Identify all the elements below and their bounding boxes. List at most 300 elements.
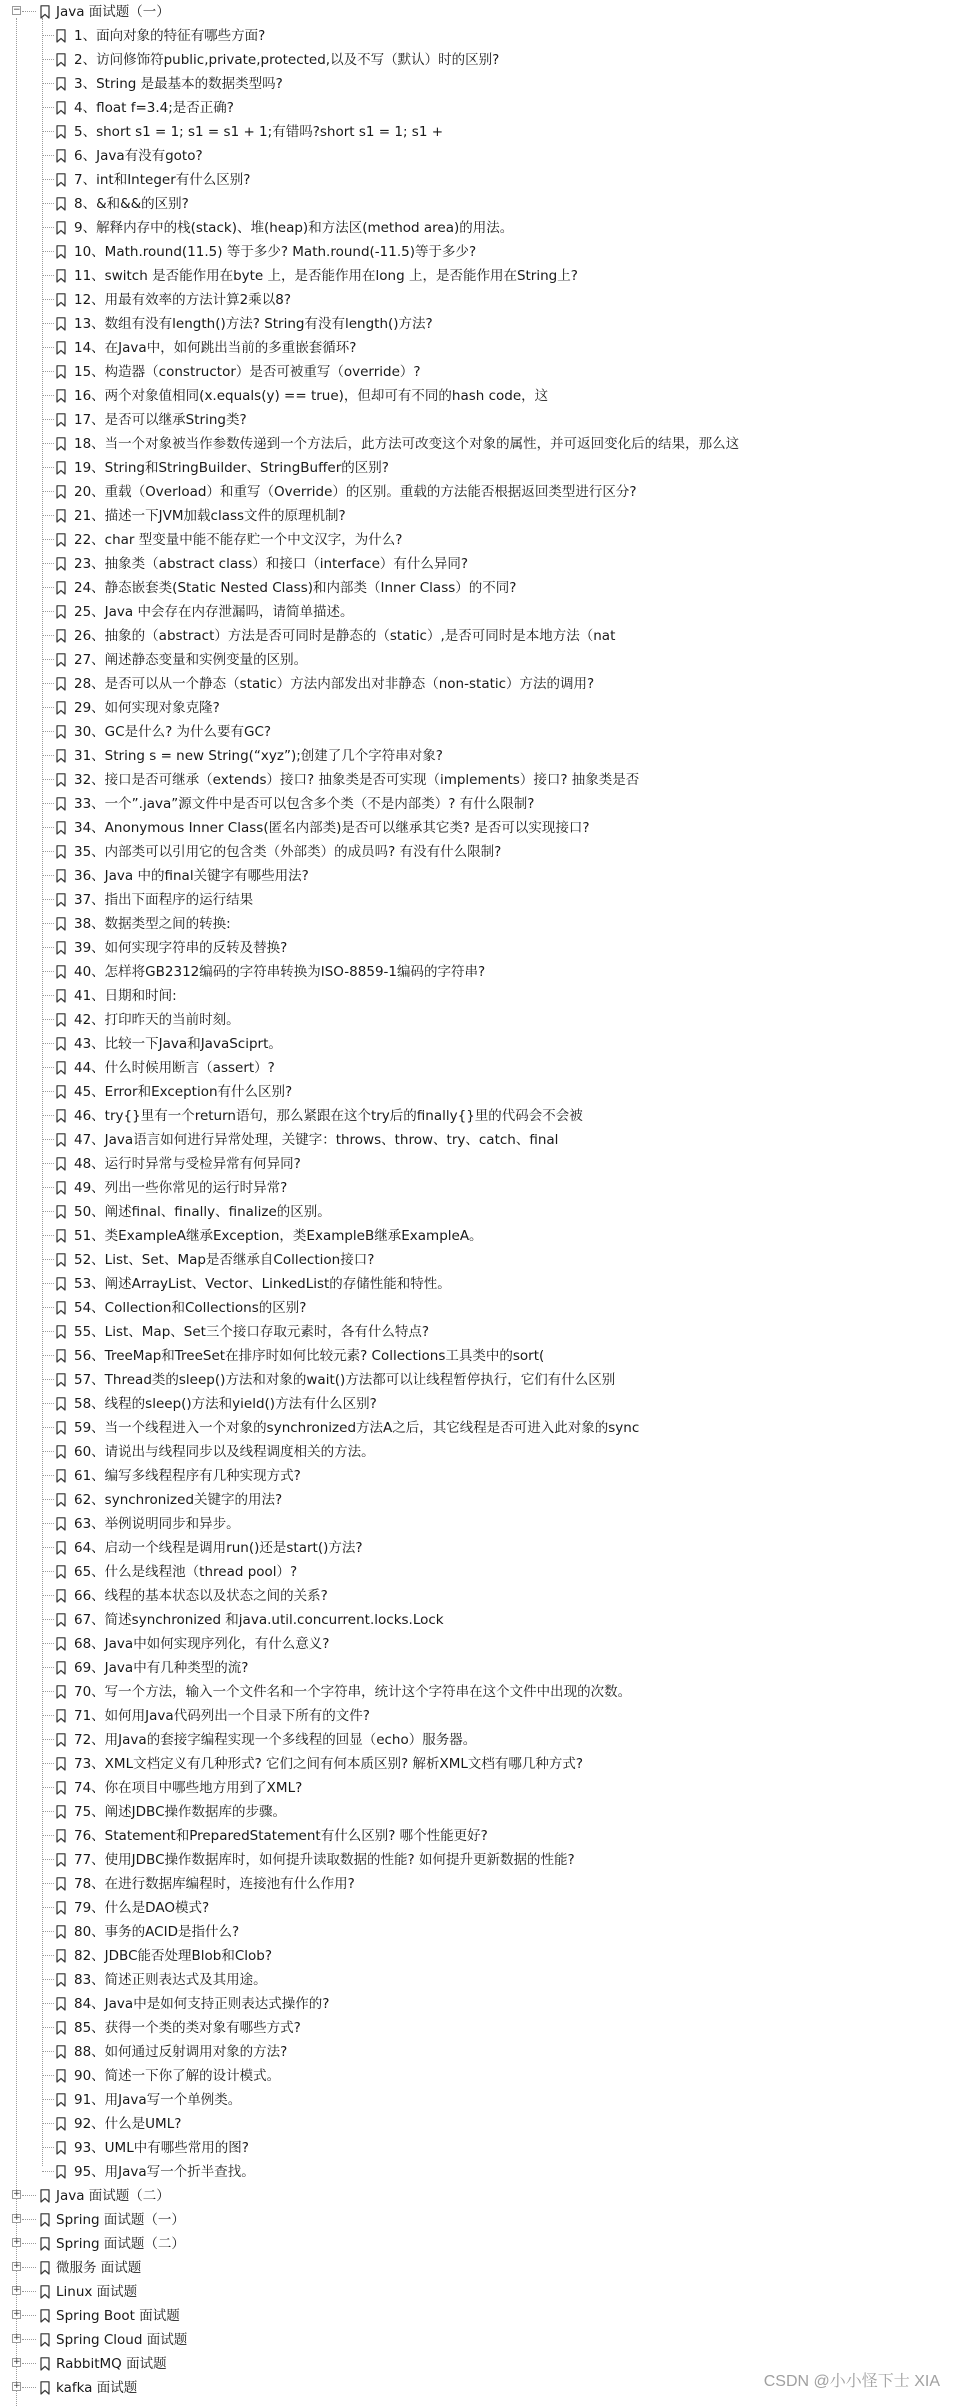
bookmark-label: 66、线程的基本状态以及状态之间的关系? (74, 1588, 328, 1604)
bookmark-label: 63、举例说明同步和异步。 (74, 1516, 240, 1532)
tree-node-child[interactable] (0, 360, 956, 384)
bookmark-icon (56, 53, 66, 67)
tree-connector (42, 1787, 54, 1788)
tree-node-collapsed[interactable] (0, 2280, 956, 2304)
tree-node-child[interactable] (0, 96, 956, 120)
tree-connector (22, 2195, 36, 2196)
tree-node-child[interactable] (0, 576, 956, 600)
bookmark-label: 42、打印昨天的当前时刻。 (74, 1012, 240, 1028)
tree-connector (42, 1379, 54, 1380)
tree-node-child[interactable] (0, 744, 956, 768)
tree-connector (42, 1499, 54, 1500)
bookmark-label: Spring Cloud 面试题 (56, 2332, 188, 2348)
tree-node-child[interactable] (0, 288, 956, 312)
bookmark-icon (56, 845, 66, 859)
bookmark-label: 95、用Java写一个折半查找。 (74, 2164, 255, 2180)
bookmark-label: 21、描述一下JVM加载class文件的原理机制? (74, 508, 346, 524)
bookmark-icon (56, 197, 66, 211)
tree-connector (42, 1547, 54, 1548)
tree-node-child[interactable] (0, 408, 956, 432)
bookmark-label: 微服务 面试题 (56, 2260, 142, 2276)
tree-connector (42, 155, 54, 156)
tree-node-child[interactable] (0, 216, 956, 240)
bookmark-label: 56、TreeMap和TreeSet在排序时如何比较元素? Collections工具类中的sort( (74, 1348, 545, 1364)
expand-toggle[interactable]: + (13, 2285, 21, 2295)
bookmark-icon (56, 1277, 66, 1291)
bookmark-label: 12、用最有效率的方法计算2乘以8? (74, 292, 292, 308)
collapse-toggle[interactable]: − (13, 5, 21, 15)
bookmark-icon (56, 653, 66, 667)
tree-node-child[interactable] (0, 1008, 956, 1032)
bookmark-icon (56, 1013, 66, 1027)
expand-toggle[interactable]: + (13, 2309, 21, 2319)
tree-node-child[interactable] (0, 696, 956, 720)
tree-node-child[interactable] (0, 1656, 956, 1680)
tree-connector (42, 1643, 54, 1644)
tree-node-child[interactable] (0, 168, 956, 192)
bookmark-label: Spring 面试题（一） (56, 2212, 185, 2228)
tree-node-child[interactable] (0, 1608, 956, 1632)
tree-node-child[interactable] (0, 72, 956, 96)
bookmark-icon (56, 173, 66, 187)
tree-node-child[interactable] (0, 2160, 956, 2184)
tree-connector (42, 923, 54, 924)
tree-connector (42, 1211, 54, 1212)
tree-node-child[interactable] (0, 624, 956, 648)
bookmark-label: 3、String 是最基本的数据类型吗? (74, 76, 283, 92)
tree-node-child[interactable] (0, 1104, 956, 1128)
tree-node-child[interactable] (0, 2112, 956, 2136)
bookmark-icon (56, 1541, 66, 1555)
bookmark-label: 18、当一个对象被当作参数传递到一个方法后，此方法可改变这个对象的属性，并可返回变化后的结果，那么这 (74, 436, 740, 452)
tree-node-child[interactable] (0, 816, 956, 840)
tree-node-child[interactable] (0, 1728, 956, 1752)
bookmark-label: 74、你在项目中哪些地方用到了XML? (74, 1780, 303, 1796)
bookmark-label: 77、使用JDBC操作数据库时，如何提升读取数据的性能? 如何提升更新数据的性能? (74, 1852, 575, 1868)
tree-node-child[interactable] (0, 336, 956, 360)
tree-connector (42, 635, 54, 636)
bookmark-icon (56, 1205, 66, 1219)
expand-toggle[interactable]: + (13, 2213, 21, 2223)
bookmark-label: 34、Anonymous Inner Class(匿名内部类)是否可以继承其它类? 是否可以实现接口? (74, 820, 590, 836)
tree-node-child[interactable] (0, 1824, 956, 1848)
tree-node-child[interactable] (0, 1752, 956, 1776)
bookmark-icon (56, 2141, 66, 2155)
tree-node-child[interactable] (0, 1488, 956, 1512)
tree-connector (42, 539, 54, 540)
tree-connector (42, 899, 54, 900)
tree-connector (42, 611, 54, 612)
bookmark-icon (56, 2069, 66, 2083)
tree-node-child[interactable] (0, 2040, 956, 2064)
tree-connector (22, 2339, 36, 2340)
bookmark-icon (56, 989, 66, 1003)
expand-toggle[interactable]: + (13, 2189, 21, 2199)
bookmark-label: 54、Collection和Collections的区别? (74, 1300, 307, 1316)
bookmark-label: 19、String和StringBuilder、StringBuffer的区别? (74, 460, 389, 476)
tree-node-child[interactable] (0, 1416, 956, 1440)
tree-connector (42, 131, 54, 132)
tree-connector (42, 755, 54, 756)
tree-node-child[interactable] (0, 240, 956, 264)
bookmark-icon (56, 2093, 66, 2107)
tree-node-child[interactable] (0, 1584, 956, 1608)
bookmark-label: 5、short s1 = 1; s1 = s1 + 1;有错吗?short s1 = 1; s1 + (74, 124, 444, 140)
tree-connector (42, 1619, 54, 1620)
tree-connector (42, 731, 54, 732)
bookmark-icon (40, 2285, 50, 2299)
tree-connector (42, 659, 54, 660)
tree-node-child[interactable] (0, 1800, 956, 1824)
bookmark-label: 71、如何用Java代码列出一个目录下所有的文件? (74, 1708, 370, 1724)
tree-node-child[interactable] (0, 1992, 956, 2016)
tree-connector (42, 347, 54, 348)
bookmark-label: kafka 面试题 (56, 2380, 138, 2396)
expand-toggle[interactable]: + (13, 2333, 21, 2343)
tree-node-collapsed[interactable] (0, 2304, 956, 2328)
tree-node-child[interactable] (0, 120, 956, 144)
tree-node-child[interactable] (0, 1392, 956, 1416)
tree-connector (42, 1235, 54, 1236)
tree-node-child[interactable] (0, 792, 956, 816)
tree-node-child[interactable] (0, 672, 956, 696)
tree-connector (42, 1739, 54, 1740)
tree-connector (22, 2267, 36, 2268)
bookmark-icon (56, 821, 66, 835)
tree-node-child[interactable] (0, 888, 956, 912)
tree-connector (42, 1811, 54, 1812)
bookmark-icon (56, 1493, 66, 1507)
tree-connector (42, 1067, 54, 1068)
tree-node-child[interactable] (0, 1128, 956, 1152)
tree-node-child[interactable] (0, 24, 956, 48)
tree-node-child[interactable] (0, 1200, 956, 1224)
tree-node-child[interactable] (0, 312, 956, 336)
bookmark-icon (56, 245, 66, 259)
tree-node-child[interactable] (0, 552, 956, 576)
tree-node-child[interactable] (0, 1176, 956, 1200)
tree-node-child[interactable] (0, 504, 956, 528)
tree-connector (42, 179, 54, 180)
bookmark-icon (56, 389, 66, 403)
bookmark-label: 59、当一个线程进入一个对象的synchronized方法A之后，其它线程是否可进入此对象的sync (74, 1420, 640, 1436)
bookmark-icon (56, 1061, 66, 1075)
tree-connector (42, 1403, 54, 1404)
bookmark-icon (56, 1805, 66, 1819)
tree-node-child[interactable] (0, 936, 956, 960)
bookmark-label: 43、比较一下Java和JavaSciprt。 (74, 1036, 282, 1052)
bookmark-icon (56, 1877, 66, 1891)
tree-connector (42, 2099, 54, 2100)
bookmark-label: 65、什么是线程池（thread pool）? (74, 1564, 298, 1580)
tree-node-child[interactable] (0, 768, 956, 792)
tree-connector (22, 2387, 36, 2388)
tree-connector (42, 851, 54, 852)
bookmark-icon (56, 701, 66, 715)
tree-connector (42, 1859, 54, 1860)
tree-connector (42, 1019, 54, 1020)
bookmark-icon (56, 2117, 66, 2131)
bookmark-icon (56, 1565, 66, 1579)
bookmark-label: 29、如何实现对象克隆? (74, 700, 220, 716)
tree-connector (42, 683, 54, 684)
bookmark-icon (40, 2213, 50, 2227)
bookmark-icon (56, 2021, 66, 2035)
bookmark-label: 7、int和Integer有什么区别? (74, 172, 251, 188)
tree-node-child[interactable] (0, 1968, 956, 1992)
tree-node-collapsed[interactable] (0, 2256, 956, 2280)
tree-node-child[interactable] (0, 1944, 956, 1968)
tree-node-child[interactable] (0, 720, 956, 744)
bookmark-label: Java 面试题（二） (56, 2188, 170, 2204)
tree-connector (42, 107, 54, 108)
bookmark-icon (56, 1445, 66, 1459)
tree-node-child[interactable] (0, 2064, 956, 2088)
tree-connector (42, 83, 54, 84)
tree-node-child[interactable] (0, 2016, 956, 2040)
bookmark-icon (56, 1973, 66, 1987)
tree-node-child[interactable] (0, 1632, 956, 1656)
tree-node-child[interactable] (0, 1560, 956, 1584)
tree-connector (42, 1715, 54, 1716)
tree-connector (42, 467, 54, 468)
tree-connector (42, 299, 54, 300)
bookmark-label: 8、&和&&的区别? (74, 196, 189, 212)
bookmark-label: 38、数据类型之间的转换: (74, 916, 231, 932)
bookmark-icon (56, 1469, 66, 1483)
bookmark-label: 67、简述synchronized 和java.util.concurrent.locks.Lock (74, 1612, 444, 1628)
expand-toggle[interactable]: + (13, 2357, 21, 2367)
bookmark-icon (56, 749, 66, 763)
tree-node-child[interactable] (0, 1536, 956, 1560)
tree-node-child[interactable] (0, 48, 956, 72)
bookmark-label: 44、什么时候用断言（assert）? (74, 1060, 275, 1076)
tree-node-child[interactable] (0, 1512, 956, 1536)
tree-connector (42, 251, 54, 252)
bookmark-icon (56, 1997, 66, 2011)
tree-node-child[interactable] (0, 1704, 956, 1728)
bookmark-label: 50、阐述final、finally、finalize的区别。 (74, 1204, 331, 1220)
bookmark-icon (56, 485, 66, 499)
tree-node-child[interactable] (0, 600, 956, 624)
tree-node-child[interactable] (0, 1152, 956, 1176)
tree-node-child[interactable] (0, 1920, 956, 1944)
tree-node-child[interactable] (0, 528, 956, 552)
tree-node-child[interactable] (0, 144, 956, 168)
tree-node-child[interactable] (0, 1320, 956, 1344)
bookmark-label: 11、switch 是否能作用在byte 上，是否能作用在long 上，是否能作用在String上? (74, 268, 578, 284)
bookmark-icon (56, 149, 66, 163)
bookmark-label: 30、GC是什么? 为什么要有GC? (74, 724, 272, 740)
bookmark-label: Linux 面试题 (56, 2284, 138, 2300)
bookmark-label: 13、数组有没有length()方法? String有没有length()方法? (74, 316, 433, 332)
tree-connector (42, 803, 54, 804)
tree-connector (22, 2315, 36, 2316)
tree-connector (42, 2075, 54, 2076)
bookmark-icon (56, 965, 66, 979)
bookmark-label: 31、String s = new String(“xyz”);创建了几个字符串对象? (74, 748, 443, 764)
bookmark-label: 25、Java 中会存在内存泄漏吗，请简单描述。 (74, 604, 354, 620)
tree-connector (42, 227, 54, 228)
bookmark-label: 33、一个”.java”源文件中是否可以包含多个类（不是内部类）? 有什么限制? (74, 796, 535, 812)
bookmark-label: 9、解释内存中的栈(stack)、堆(heap)和方法区(method area)的用法。 (74, 220, 514, 236)
tree-node-child[interactable] (0, 384, 956, 408)
bookmark-icon (56, 29, 66, 43)
tree-connector (42, 1091, 54, 1092)
bookmark-label: 28、是否可以从一个静态（static）方法内部发出对非静态（non-static）方法的调用? (74, 676, 595, 692)
tree-node-child[interactable] (0, 1680, 956, 1704)
tree-connector (42, 1475, 54, 1476)
bookmark-icon (40, 2333, 50, 2347)
tree-node-child[interactable] (0, 840, 956, 864)
tree-node-child[interactable] (0, 264, 956, 288)
tree-connector (42, 2003, 54, 2004)
bookmark-icon (56, 413, 66, 427)
bookmark-icon (56, 1133, 66, 1147)
bookmark-label: 16、两个对象值相同(x.equals(y) == true)，但却可有不同的hash code，这 (74, 388, 549, 404)
tree-node-child[interactable] (0, 960, 956, 984)
bookmark-label: 48、运行时异常与受检异常有何异同? (74, 1156, 301, 1172)
expand-toggle[interactable]: + (13, 2237, 21, 2247)
bookmark-label: 61、编写多线程程序有几种实现方式? (74, 1468, 301, 1484)
tree-node-child[interactable] (0, 1272, 956, 1296)
tree-node-child[interactable] (0, 192, 956, 216)
tree-node-child[interactable] (0, 432, 956, 456)
tree-connector (42, 1883, 54, 1884)
tree-connector (42, 2027, 54, 2028)
bookmark-icon (40, 5, 50, 19)
tree-node-collapsed[interactable] (0, 2232, 956, 2256)
bookmark-label: 14、在Java中，如何跳出当前的多重嵌套循环? (74, 340, 357, 356)
bookmark-icon (56, 725, 66, 739)
bookmark-label: 70、写一个方法，输入一个文件名和一个字符串，统计这个字符串在这个文件中出现的次数。 (74, 1684, 632, 1700)
tree-connector (42, 419, 54, 420)
tree-node-collapsed[interactable] (0, 2184, 956, 2208)
tree-connector (42, 203, 54, 204)
bookmark-icon (56, 797, 66, 811)
tree-node-child[interactable] (0, 1080, 956, 1104)
tree-connector (42, 1355, 54, 1356)
bookmark-label: 23、抽象类（abstract class）和接口（interface）有什么异同? (74, 556, 469, 572)
bookmark-icon (56, 1733, 66, 1747)
bookmark-icon (56, 1157, 66, 1171)
bookmark-icon (56, 1181, 66, 1195)
bookmark-icon (56, 1949, 66, 1963)
tree-connector (22, 11, 36, 12)
bookmark-label: 88、如何通过反射调用对象的方法? (74, 2044, 288, 2060)
bookmark-icon (56, 581, 66, 595)
tree-node-child[interactable] (0, 480, 956, 504)
tree-node-child[interactable] (0, 1224, 956, 1248)
bookmark-label: 60、请说出与线程同步以及线程调度相关的方法。 (74, 1444, 375, 1460)
bookmark-icon (56, 1901, 66, 1915)
tree-node-child[interactable] (0, 864, 956, 888)
tree-node-child[interactable] (0, 1464, 956, 1488)
bookmark-label: 41、日期和时间: (74, 988, 177, 1004)
tree-node-collapsed[interactable] (0, 2208, 956, 2232)
tree-connector (42, 371, 54, 372)
bookmark-label: 53、阐述ArrayList、Vector、LinkedList的存储性能和特性。 (74, 1276, 451, 1292)
tree-connector (42, 1691, 54, 1692)
bookmark-label: 93、UML中有哪些常用的图? (74, 2140, 249, 2156)
bookmark-icon (56, 365, 66, 379)
bookmark-icon (56, 1925, 66, 1939)
bookmark-label: 1、面向对象的特征有哪些方面? (74, 28, 266, 44)
tree-node-child[interactable] (0, 1848, 956, 1872)
bookmark-label: 76、Statement和PreparedStatement有什么区别? 哪个性能更好? (74, 1828, 488, 1844)
tree-connector (42, 995, 54, 996)
tree-connector (42, 275, 54, 276)
bookmark-label: RabbitMQ 面试题 (56, 2356, 167, 2372)
bookmark-label: 4、float f=3.4;是否正确? (74, 100, 234, 116)
bookmark-label: 10、Math.round(11.5) 等于多少? Math.round(-11.5)等于多少? (74, 244, 477, 260)
bookmark-label: 78、在进行数据库编程时，连接池有什么作用? (74, 1876, 355, 1892)
bookmark-label: 45、Error和Exception有什么区别? (74, 1084, 293, 1100)
tree-node-child[interactable] (0, 2088, 956, 2112)
bookmark-icon (56, 917, 66, 931)
bookmark-icon (56, 941, 66, 955)
tree-node-child[interactable] (0, 1296, 956, 1320)
bookmark-icon (56, 1085, 66, 1099)
tree-node-child[interactable] (0, 1440, 956, 1464)
bookmark-label: 27、阐述静态变量和实例变量的区别。 (74, 652, 308, 668)
bookmark-icon (56, 341, 66, 355)
expand-toggle[interactable]: + (13, 2381, 21, 2391)
tree-node-child[interactable] (0, 1872, 956, 1896)
bookmark-label: 35、内部类可以引用它的包含类（外部类）的成员吗? 有没有什么限制? (74, 844, 502, 860)
tree-node-child[interactable] (0, 2136, 956, 2160)
tree-node-collapsed[interactable] (0, 2328, 956, 2352)
bookmark-icon (56, 1253, 66, 1267)
bookmark-label: 72、用Java的套接字编程实现一个多线程的回显（echo）服务器。 (74, 1732, 477, 1748)
tree-node-child[interactable] (0, 1776, 956, 1800)
tree-node-child[interactable] (0, 1032, 956, 1056)
tree-node-child[interactable] (0, 1056, 956, 1080)
tree-node-child[interactable] (0, 984, 956, 1008)
tree-connector (42, 1907, 54, 1908)
bookmark-icon (56, 1397, 66, 1411)
bookmark-label: 2、访问修饰符public,private,protected,以及不写（默认）时的区别? (74, 52, 500, 68)
bookmark-icon (56, 1661, 66, 1675)
tree-node-child[interactable] (0, 1368, 956, 1392)
bookmark-label: 85、获得一个类的类对象有哪些方式? (74, 2020, 301, 2036)
tree-node-child[interactable] (0, 1248, 956, 1272)
bookmark-icon (56, 1517, 66, 1531)
bookmark-icon (56, 2045, 66, 2059)
tree-node-root[interactable] (0, 0, 956, 24)
tree-connector (42, 395, 54, 396)
tree-connector (42, 1931, 54, 1932)
csdn-watermark: CSDN @小小怪下士 XIA (763, 2373, 940, 2390)
tree-connector (42, 1187, 54, 1188)
tree-connector (42, 2123, 54, 2124)
tree-node-child[interactable] (0, 648, 956, 672)
tree-connector (42, 779, 54, 780)
bookmark-label: 58、线程的sleep()方法和yield()方法有什么区别? (74, 1396, 377, 1412)
tree-node-child[interactable] (0, 1896, 956, 1920)
bookmark-icon (56, 677, 66, 691)
bookmark-icon (56, 1685, 66, 1699)
bookmark-icon (56, 1109, 66, 1123)
bookmark-icon (56, 317, 66, 331)
bookmark-label: 24、静态嵌套类(Static Nested Class)和内部类（Inner Class）的不同? (74, 580, 517, 596)
tree-node-child[interactable] (0, 456, 956, 480)
tree-node-child[interactable] (0, 1344, 956, 1368)
tree-node-child[interactable] (0, 912, 956, 936)
bookmark-icon (56, 461, 66, 475)
expand-toggle[interactable]: + (13, 2261, 21, 2271)
bookmark-icon (56, 77, 66, 91)
